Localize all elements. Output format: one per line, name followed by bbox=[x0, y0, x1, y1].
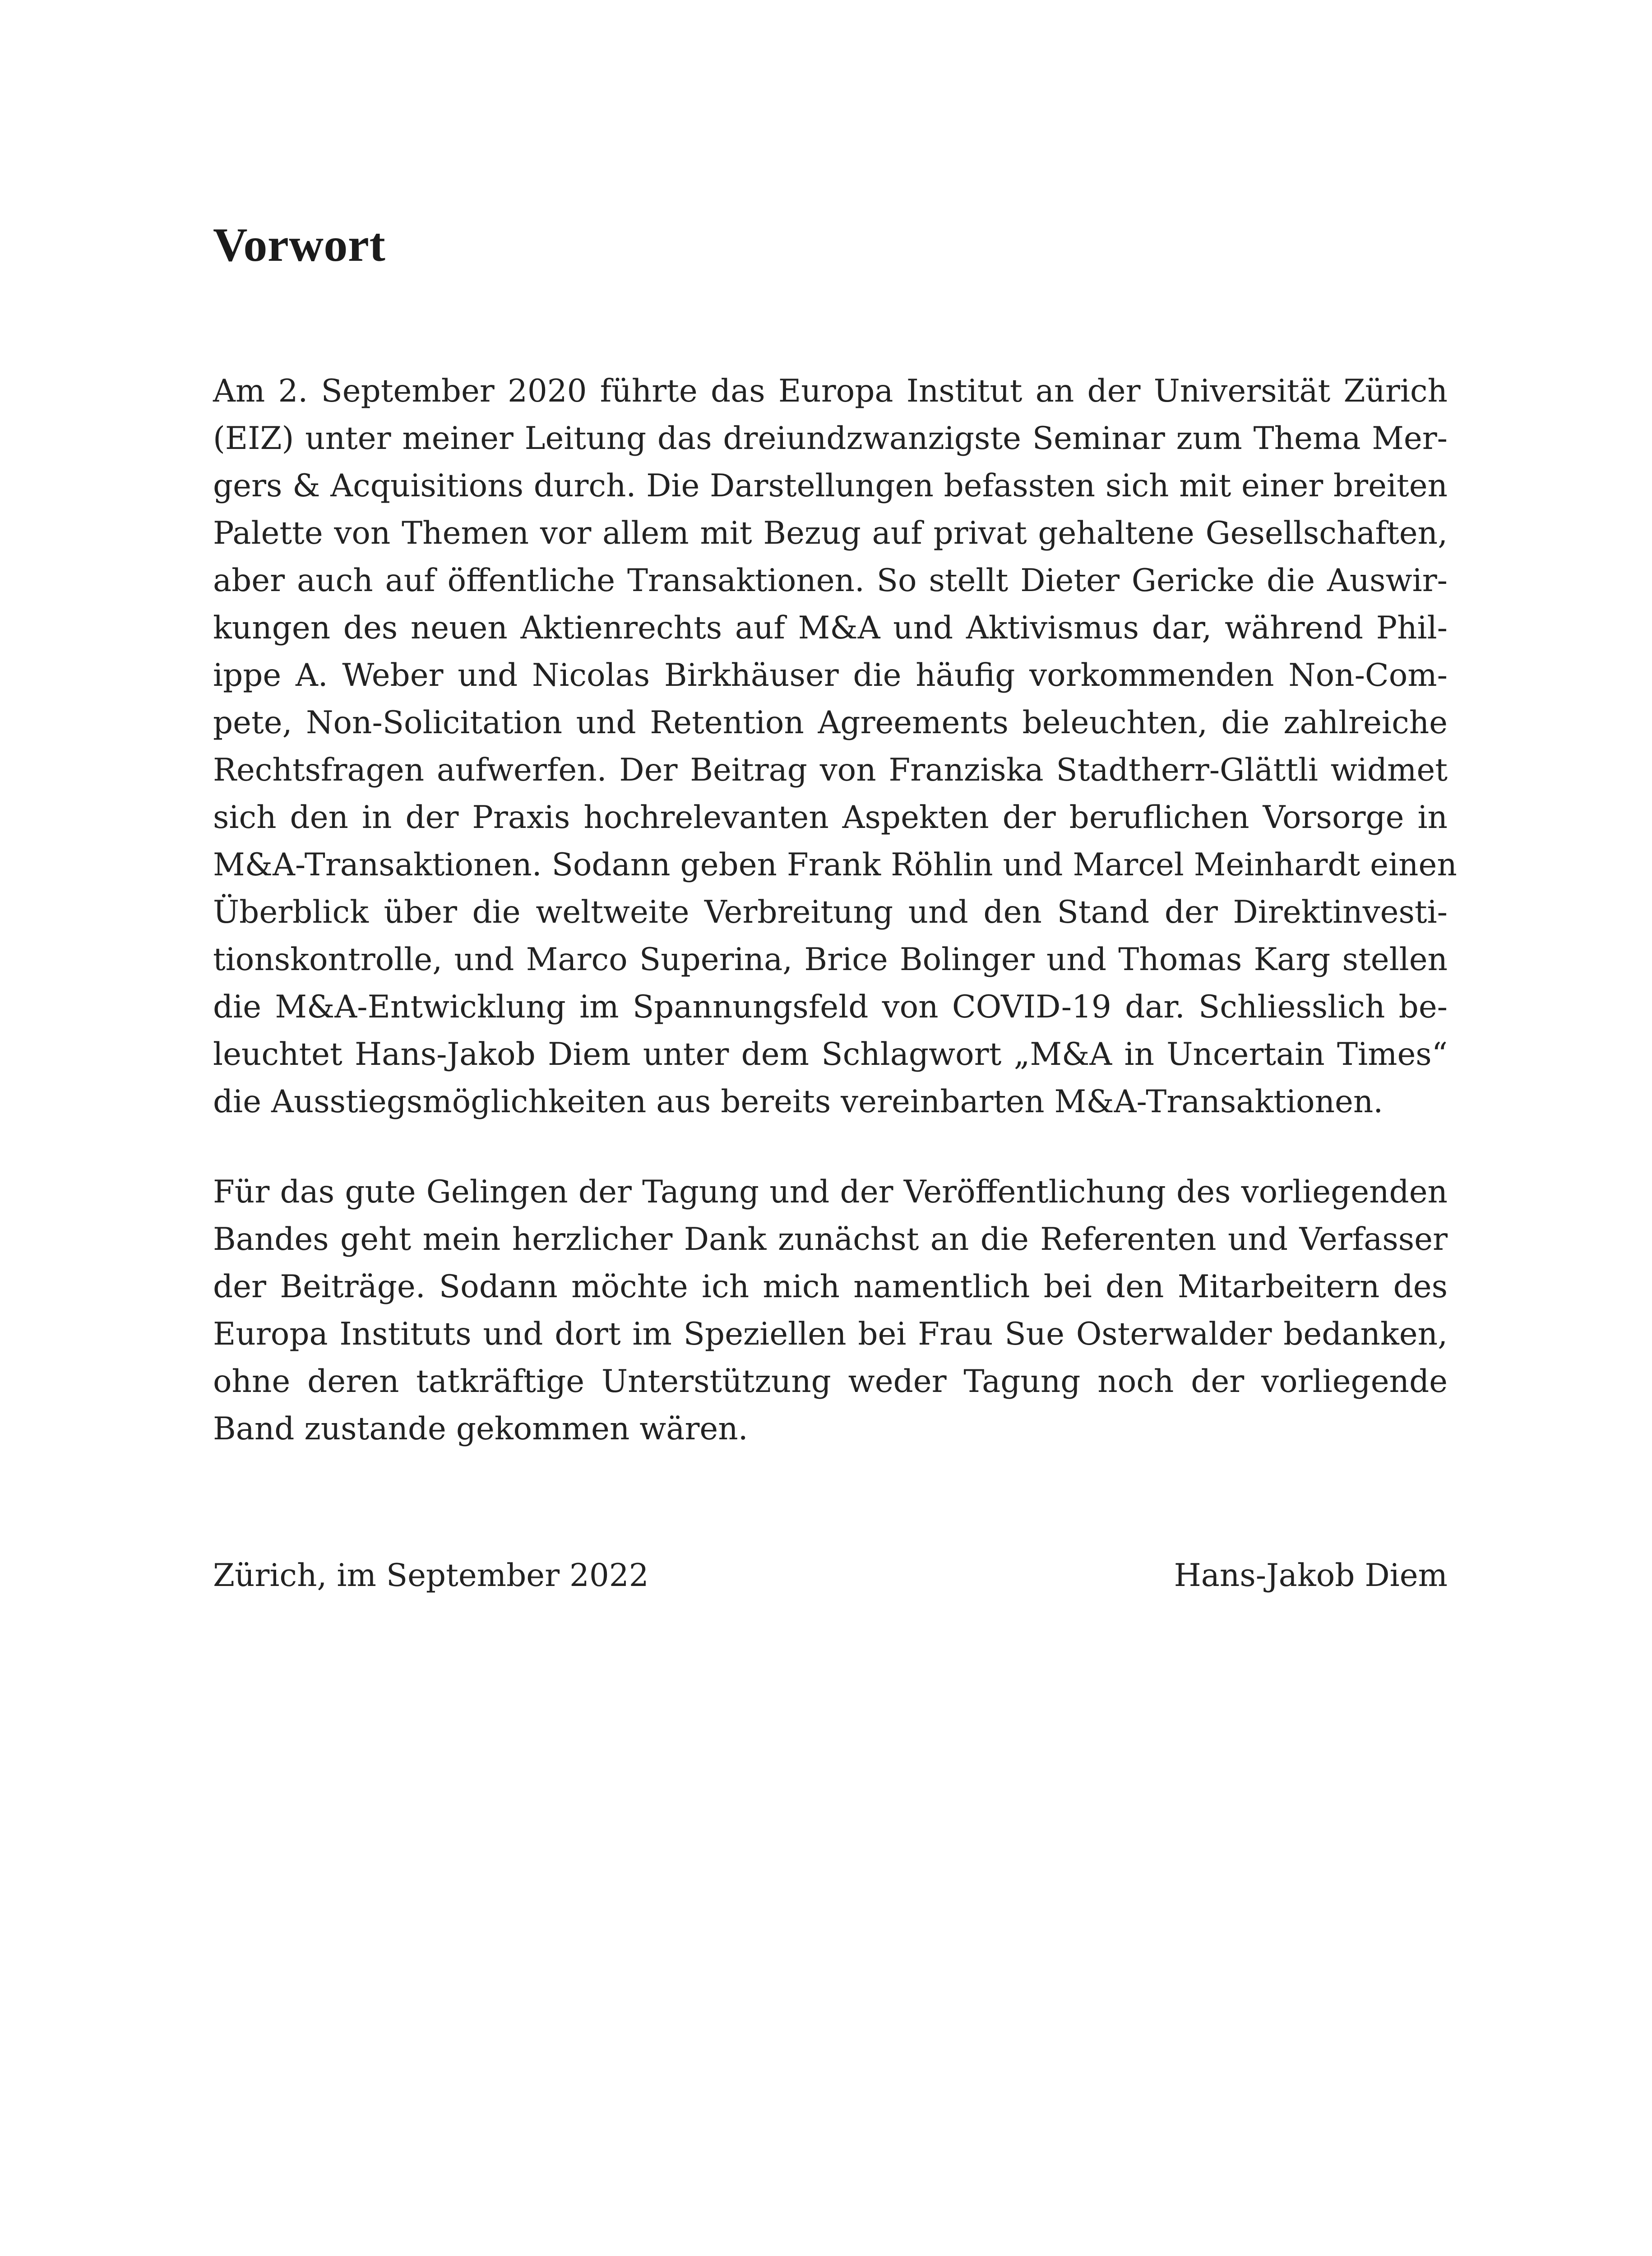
text-line: ohne deren tatkräftige Unterstützung weder Tagung noch der vorliegende bbox=[213, 1364, 1448, 1400]
document-page bbox=[213, 0, 1457, 2256]
author-name: Hans-Jakob Diem bbox=[1174, 1558, 1448, 1594]
text-line: aber auch auf öffentliche Transaktionen. So stellt Dieter Gericke die Auswir- bbox=[213, 563, 1448, 599]
paragraph-intro bbox=[213, 368, 1457, 1126]
text-line: Für das gute Gelingen der Tagung und der Veröffentlichung des vorliegenden bbox=[213, 1174, 1448, 1210]
text-line: gers & Acquisitions durch. Die Darstellungen befassten sich mit einer breiten bbox=[213, 468, 1448, 504]
text-line: die M&A-Entwicklung im Spannungsfeld von COVID-19 dar. Schliesslich be- bbox=[213, 989, 1448, 1025]
body-text bbox=[213, 368, 1457, 1453]
paragraph-thanks bbox=[213, 1169, 1448, 1453]
text-line: Rechtsfragen aufwerfen. Der Beitrag von Franziska Stadtherr-Glättli widmet bbox=[213, 752, 1448, 788]
text-line: (EIZ) unter meiner Leitung das dreiundzwanzigste Seminar zum Thema Mer- bbox=[213, 421, 1448, 457]
text-line: Palette von Themen vor allem mit Bezug auf privat gehaltene Gesellschaften, bbox=[213, 515, 1448, 551]
text-line: kungen des neuen Aktienrechts auf M&A und Aktivismus dar, während Phil- bbox=[213, 610, 1448, 646]
text-line: M&A-Transaktionen. Sodann geben Frank Röhlin und Marcel Meinhardt einen bbox=[213, 847, 1457, 883]
signature-line bbox=[213, 1552, 1448, 1600]
place-date: Zürich, im September 2022 bbox=[213, 1558, 649, 1594]
text-line: Überblick über die weltweite Verbreitung und den Stand der Direktinvesti- bbox=[213, 894, 1448, 930]
text-line: Bandes geht mein herzlicher Dank zunächst an die Referenten und Verfasser bbox=[213, 1221, 1448, 1257]
text-line: ippe A. Weber und Nicolas Birkhäuser die häufig vorkommenden Non-Com- bbox=[213, 657, 1448, 693]
text-line: Am 2. September 2020 führte das Europa Institut an der Universität Zürich bbox=[213, 373, 1448, 409]
text-line: Europa Instituts und dort im Speziellen bei Frau Sue Osterwalder bedanken, bbox=[213, 1316, 1448, 1352]
text-line: pete, Non-Solicitation und Retention Agreements beleuchten, die zahlreiche bbox=[213, 705, 1448, 741]
text-line: leuchtet Hans-Jakob Diem unter dem Schlagwort „M&A in Uncertain Times“ bbox=[213, 1036, 1448, 1073]
text-line: Band zustande gekommen wären. bbox=[213, 1411, 748, 1447]
text-line: sich den in der Praxis hochrelevanten Aspekten der beruflichen Vorsorge in bbox=[213, 800, 1448, 836]
text-line: tionskontrolle, und Marco Superina, Brice Bolinger und Thomas Karg stellen bbox=[213, 942, 1448, 978]
text-line: der Beiträge. Sodann möchte ich mich namentlich bei den Mitarbeitern des bbox=[213, 1269, 1448, 1305]
text-line: die Ausstiegsmöglichkeiten aus bereits vereinbarten M&A-Transaktionen. bbox=[213, 1084, 1384, 1120]
page-title: Vorwort bbox=[213, 218, 386, 271]
